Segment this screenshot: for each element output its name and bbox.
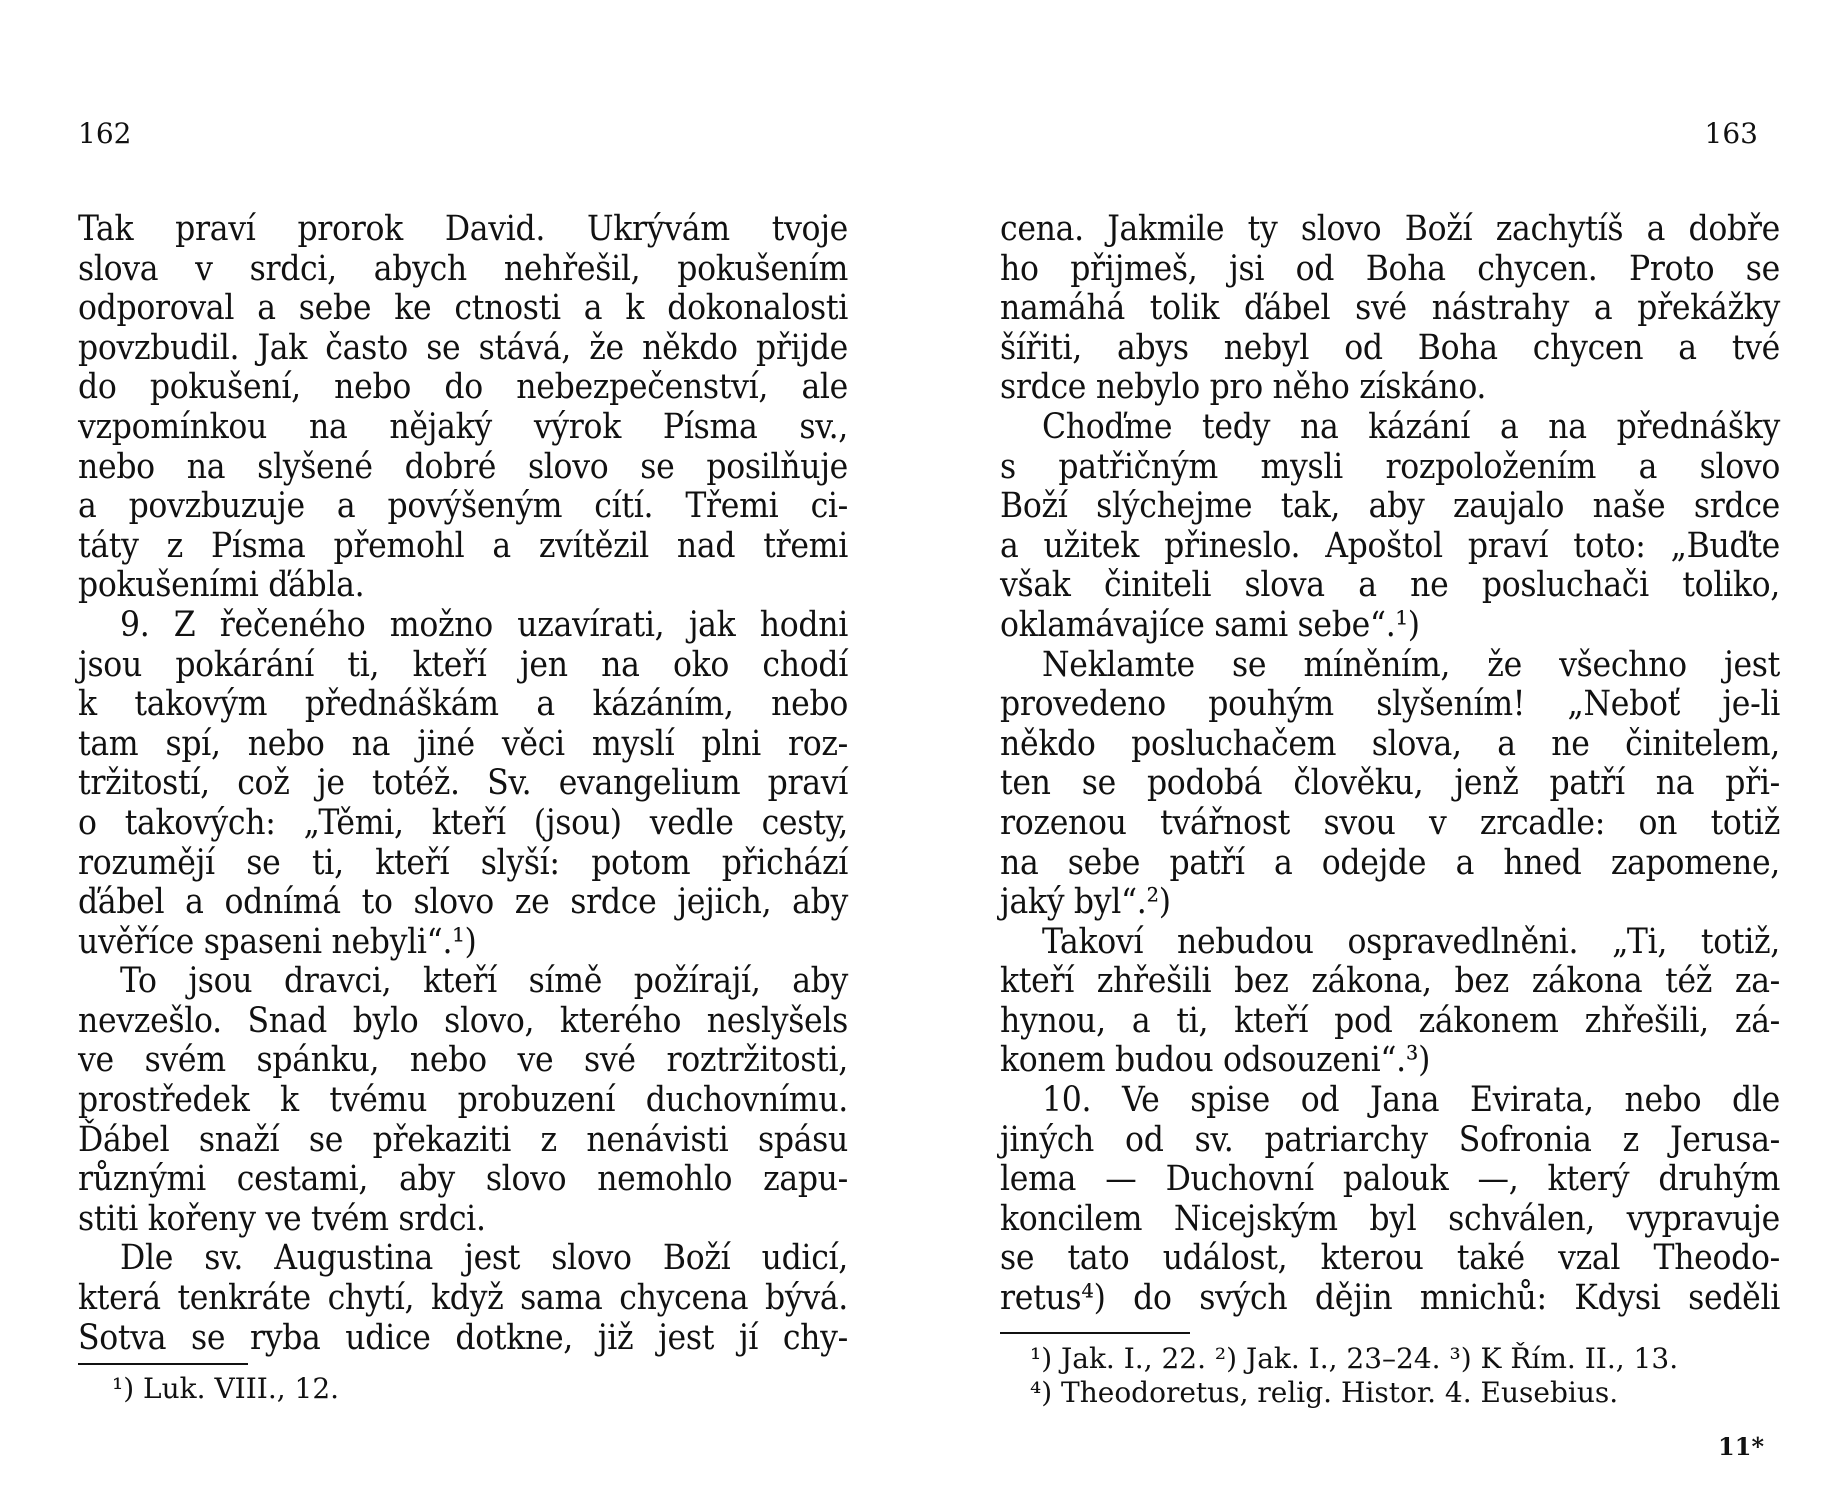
text-line: však činiteli slova a ne posluchači toliko,	[1000, 565, 1780, 606]
text-line: různými cestami, aby slovo nemohlo zapu-	[78, 1159, 848, 1200]
text-line: Boží slýchejme tak, aby zaujalo naše srdce	[1000, 486, 1780, 527]
text-line: ho přijmeš, jsi od Boha chycen. Proto se	[1000, 248, 1780, 289]
footnotes	[112, 1372, 339, 1406]
text-line: srdce nebylo pro něho získáno.	[1000, 367, 1487, 408]
text-line: nevzešlo. Snad bylo slovo, kterého neslyšels	[78, 1000, 848, 1041]
text-line: lema — Duchovní palouk —, který druhým	[1000, 1159, 1780, 1200]
text-line: Dle sv. Augustina jest slovo Boží udicí,	[120, 1238, 848, 1279]
text-line: ve svém spánku, nebo ve své roztržitosti,	[78, 1040, 848, 1081]
signature-mark: 11*	[1718, 1432, 1764, 1461]
text-line: slova v srdci, abych nehřešil, pokušením	[78, 248, 848, 289]
text-line: ďábel a odnímá to slovo ze srdce jejich, aby	[78, 882, 848, 923]
text-line: stiti kořeny ve tvém srdci.	[78, 1198, 486, 1239]
text-line: kteří zhřešili bez zákona, bez zákona též za-	[1000, 961, 1780, 1002]
footnote-rule	[1000, 1332, 1190, 1334]
footnote: ¹) Luk. VIII., 12.	[112, 1372, 340, 1405]
text-line: jiných od sv. patriarchy Sofronia z Jerusa-	[1000, 1119, 1780, 1160]
text-line: Takoví nebudou ospravedlněni. „Ti, totiž,	[1042, 921, 1780, 962]
text-line: koncilem Nicejským byl schválen, vypravuje	[1000, 1198, 1780, 1239]
text-line: povzbudil. Jak často se stává, že někdo přijde	[78, 327, 848, 368]
text-line: jaký byl“.²)	[1000, 882, 1171, 923]
text-line: Ďábel snaží se překaziti z nenávisti spásu	[78, 1119, 848, 1160]
text-line: 9. Z řečeného možno uzavírati, jak hodni	[120, 604, 848, 645]
footnote: ⁴) Theodoretus, relig. Histor. 4. Eusebius.	[1030, 1376, 1619, 1409]
text-line: oklamávajíce sami sebe“.¹)	[1000, 604, 1420, 645]
text-line: To jsou dravci, kteří símě požírají, aby	[120, 961, 848, 1002]
text-line: pokušeními ďábla.	[78, 565, 365, 606]
text-line: Neklamte se míněním, že všechno jest	[1042, 644, 1780, 685]
text-line: šířiti, abys nebyl od Boha chycen a tvé	[1000, 327, 1780, 368]
text-line: hynou, a ti, kteří pod zákonem zhřešili, zá-	[1000, 1000, 1780, 1041]
text-line: provedeno pouhým slyšením! „Neboť je-li	[1000, 684, 1780, 725]
text-line: Sotva se ryba udice dotkne, již jest jí chy-	[78, 1317, 848, 1358]
text-line: retus⁴) do svých dějin mnichů: Kdysi seděli	[1000, 1278, 1780, 1319]
text-line: táty z Písma přemohl a zvítězil nad třemi	[78, 525, 848, 566]
text-line: k takovým přednáškám a kázáním, nebo	[78, 684, 848, 725]
text-line: rozumějí se ti, kteří slyší: potom přichází	[78, 842, 848, 883]
text-line: konem budou odsouzeni“.³)	[1000, 1040, 1431, 1081]
page-number: 162	[78, 117, 132, 150]
right-page	[912, 0, 1824, 1500]
text-line: tržitostí, což je totéž. Sv. evangelium praví	[78, 763, 848, 804]
page-body	[78, 210, 848, 1358]
text-line: jsou pokárání ti, kteří jen na oko chodí	[78, 644, 848, 685]
text-line: uvěříce spaseni nebyli“.¹)	[78, 921, 477, 962]
text-line: o takových: „Těmi, kteří (jsou) vedle cesty,	[78, 802, 848, 843]
text-line: nebo na slyšené dobré slovo se posilňuje	[78, 446, 848, 487]
text-line: která tenkráte chytí, když sama chycena bývá.	[78, 1278, 848, 1319]
text-line: na sebe patří a odejde a hned zapomene,	[1000, 842, 1780, 883]
text-line: a povzbuzuje a povýšeným cítí. Třemi ci-	[78, 486, 848, 527]
text-line: s patřičným mysli rozpoložením a slovo	[1000, 446, 1780, 487]
page-body	[1000, 210, 1780, 1319]
text-line: prostředek k tvému probuzení duchovnímu.	[78, 1080, 848, 1121]
text-line: namáhá tolik ďábel své nástrahy a překážky	[1000, 288, 1780, 329]
text-line: vzpomínkou na nějaký výrok Písma sv.,	[78, 406, 848, 447]
text-line: cena. Jakmile ty slovo Boží zachytíš a dobře	[1000, 209, 1780, 249]
text-line: tam spí, nebo na jiné věci myslí plni roz-	[78, 723, 848, 764]
text-line: a užitek přineslo. Apoštol praví toto: „Buďte	[1000, 525, 1780, 566]
text-line: 10. Ve spise od Jana Evirata, nebo dle	[1042, 1080, 1780, 1121]
footnote-rule	[78, 1363, 248, 1365]
text-line: Choďme tedy na kázání a na přednášky	[1042, 406, 1780, 447]
text-line: odporoval a sebe ke ctnosti a k dokonalosti	[78, 288, 848, 329]
text-line: se tato událost, kterou také vzal Theodo-	[1000, 1238, 1780, 1279]
footnote: ¹) Jak. I., 22. ²) Jak. I., 23–24. ³) K Řím. II., 13.	[1030, 1342, 1679, 1375]
text-line: rozenou tvářnost svou v zrcadle: on totiž	[1000, 802, 1780, 843]
text-line: někdo posluchačem slova, a ne činitelem,	[1000, 723, 1780, 764]
text-line: ten se podobá člověku, jenž patří na při-	[1000, 763, 1780, 804]
footnotes	[1030, 1342, 1784, 1410]
text-line: Tak praví prorok David. Ukrývám tvoje	[78, 209, 848, 249]
page-number: 163	[1704, 117, 1758, 150]
text-line: do pokušení, nebo do nebezpečenství, ale	[78, 367, 848, 408]
